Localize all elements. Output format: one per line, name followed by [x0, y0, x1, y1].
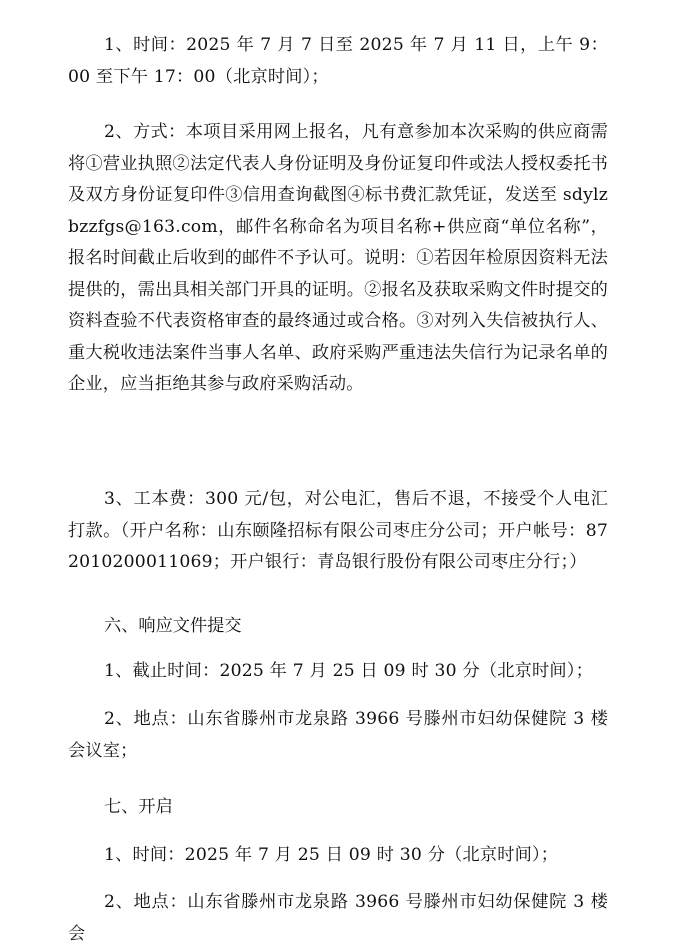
fee-paragraph: 3、工本费：300 元/包，对公电汇，售后不退，不接受个人电汇打款。（开户名称：山东颐隆招标有限公司枣庄分公司；开户帐号：872010200011069；开户银行：青岛银行股份有限公司枣庄分行；） — [68, 489, 608, 572]
registration-method-paragraph: 2、方式：本项目采用网上报名，凡有意参加本次采购的供应商需将①营业执照②法定代表人身份证明及身份证复印件或法人授权委托书及双方身份证复印件③信用查询截图④标书费汇款凭证，发送至 sdylzbzzfgs@163.com，邮件名称命名为项目名称+供应商“单位名称”，报名时间截止后收到的邮件不予认可。说明：①若因年检原因资料无法提供的，需出具相关部门开具的证明。②报名及获取采购文件时提交的资料查验不代表资格审查的最终通过或合格。③对列入失信被执行人、重大税收违法案件当事人名单、政府采购严重违法失信行为记录名单的企业，应当拒绝其参与政府采购活动。 — [68, 122, 608, 394]
submission-location-paragraph: 2、地点：山东省滕州市龙泉路 3966 号滕州市妇幼保健院 3 楼会议室； — [68, 709, 608, 761]
section-7-heading: 七、开启 — [104, 797, 173, 817]
opening-location-paragraph: 2、地点：山东省滕州市龙泉路 3966 号滕州市妇幼保健院 3 楼会 — [68, 892, 608, 944]
section-6-heading: 六、响应文件提交 — [104, 616, 242, 636]
registration-time-paragraph: 1、时间：2025 年 7 月 7 日至 2025 年 7 月 11 日，上午 9：00 至下午 17：00（北京时间）； — [68, 35, 608, 87]
submission-deadline-paragraph: 1、截止时间：2025 年 7 月 25 日 09 时 30 分（北京时间）； — [104, 661, 593, 681]
opening-time-paragraph: 1、时间：2025 年 7 月 25 日 09 时 30 分（北京时间）； — [104, 845, 559, 865]
